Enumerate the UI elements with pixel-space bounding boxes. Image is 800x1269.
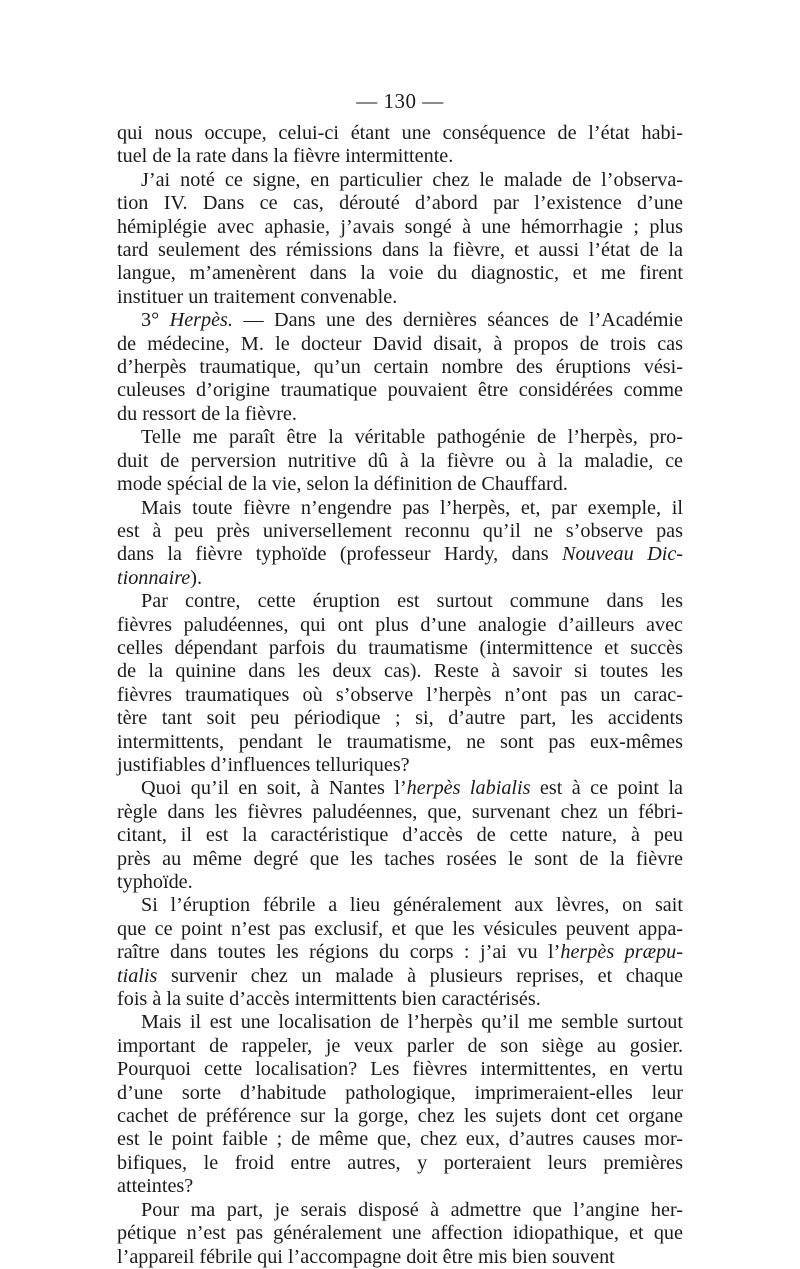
text-line: Pourquoi cette localisation? Les fièvres intermittentes, en vertu (117, 1058, 683, 1081)
text-line: cachet de préférence sur la gorge, chez les sujets dont cet organe (117, 1105, 683, 1128)
text-line: culeuses d’origine traumatique pouvaient être considérées comme (117, 379, 683, 402)
book-page (117, 88, 683, 1269)
text-line: important de rappeler, je veux parler de son siège au gosier. (117, 1034, 683, 1057)
text-line: fièvres paludéennes, qui ont plus d’une analogie d’ailleurs avec (117, 613, 683, 636)
text-line: de la quinine dans les deux cas). Reste à savoir si toutes les (117, 660, 683, 683)
paragraph (117, 122, 683, 169)
paragraph (117, 894, 683, 1011)
text-line: instituer un traitement convenable. (117, 285, 398, 308)
text-line: Pour ma part, je serais disposé à admettre que l’angine her- (141, 1198, 683, 1221)
text-line: Si l’éruption fébrile a lieu généralement aux lèvres, on sait (141, 894, 683, 917)
text-line: est à peu près universellement reconnu qu’il ne s’observe pas (117, 519, 683, 542)
text-line: de médecine, M. le docteur David disait, à propos de trois cas (117, 332, 683, 355)
text-line: celles dépendant parfois du traumatisme (intermittence et succès (117, 636, 683, 659)
text-line: d’une sorte d’habitude pathologique, imprimeraient-elles leur (117, 1081, 683, 1104)
text-line: est le point faible ; de même que, chez eux, d’autres causes mor- (117, 1128, 683, 1151)
text-line: bifiques, le froid entre autres, y porteraient leurs premières (117, 1151, 683, 1174)
paragraph (117, 1199, 683, 1269)
paragraph (117, 309, 683, 426)
text-line: l’appareil fébrile qui l’accompagne doit être mis bien souvent (117, 1245, 615, 1268)
paragraph (117, 497, 683, 591)
text-line: hémiplégie avec aphasie, j’avais songé à une hémorrhagie ; plus (117, 215, 683, 238)
text-line: mode spécial de la vie, selon la définition de Chauffard. (117, 473, 568, 496)
text-line: duit de perversion nutritive dû à la fièvre ou à la maladie, ce (117, 449, 683, 472)
text-line: atteintes? (117, 1175, 194, 1198)
text-line: qui nous occupe, celui-ci étant une conséquence de l’état habi- (117, 122, 683, 144)
page-number: — 130 — (356, 89, 444, 113)
text-line: langue, m’amenèrent dans la voie du diagnostic, et me firent (117, 262, 683, 285)
text-line: 3° Herpès. — Dans une des dernières séances de l’Académie (141, 309, 683, 332)
text-line: dans la fièvre typhoïde (professeur Hardy, dans Nouveau Dic- (117, 543, 683, 566)
text-line: Mais toute fièvre n’engendre pas l’herpès, et, par exemple, il (141, 496, 683, 519)
paragraph (117, 169, 683, 309)
text-line: Mais il est une localisation de l’herpès qu’il me semble surtout (141, 1011, 683, 1034)
paragraph (117, 1011, 683, 1198)
text-line: J’ai noté ce signe, en particulier chez le malade de l’observa- (141, 168, 683, 191)
text-line: fois à la suite d’accès intermittents bien caractérisés. (117, 988, 541, 1011)
text-line: Quoi qu’il en soit, à Nantes l’herpès labialis est à ce point la (141, 777, 683, 800)
text-line: du ressort de la fièvre. (117, 402, 297, 425)
text-line: citant, il est la caractéristique d’accès de cette nature, à peu (117, 824, 683, 847)
paragraph (117, 426, 683, 496)
text-line: Par contre, cette éruption est surtout commune dans les (141, 590, 683, 613)
text-line: tion IV. Dans ce cas, dérouté d’abord par l’existence d’une (117, 192, 683, 215)
text-line: raître dans toutes les régions du corps : j’ai vu l’herpès præpu- (117, 941, 683, 964)
text-line: intermittents, pendant le traumatisme, ne sont pas eux-mêmes (117, 730, 683, 753)
text-line: Telle me paraît être la véritable pathogénie de l’herpès, pro- (141, 426, 683, 449)
text-line: règle dans les fièvres paludéennes, que, survenant chez un fébri- (117, 800, 683, 823)
text-line: d’herpès traumatique, qu’un certain nombre des éruptions vési- (117, 356, 683, 379)
text-line: que ce point n’est pas exclusif, et que les vésicules peuvent appa- (117, 917, 683, 940)
text-line: tard seulement des rémissions dans la fièvre, et aussi l’état de la (117, 239, 683, 262)
text-line: typhoïde. (117, 871, 193, 893)
paragraph (117, 590, 683, 777)
text-line: justifiables d’influences telluriques? (117, 753, 410, 776)
text-line: fièvres traumatiques où s’observe l’herpès n’ont pas un carac- (117, 683, 683, 706)
paragraph (117, 777, 683, 894)
text-line: pétique n’est pas généralement une affection idiopathique, et que (117, 1222, 683, 1245)
text-line: près au même degré que les taches rosées le sont de la fièvre (117, 847, 683, 870)
text-line: tère tant soit peu périodique ; si, d’autre part, les accidents (117, 707, 683, 730)
body-text (117, 122, 683, 1269)
text-line: tuel de la rate dans la fièvre intermittente. (117, 145, 454, 168)
text-line: tionnaire). (117, 566, 203, 589)
text-line: tialis survenir chez un malade à plusieurs reprises, et chaque (117, 964, 683, 987)
